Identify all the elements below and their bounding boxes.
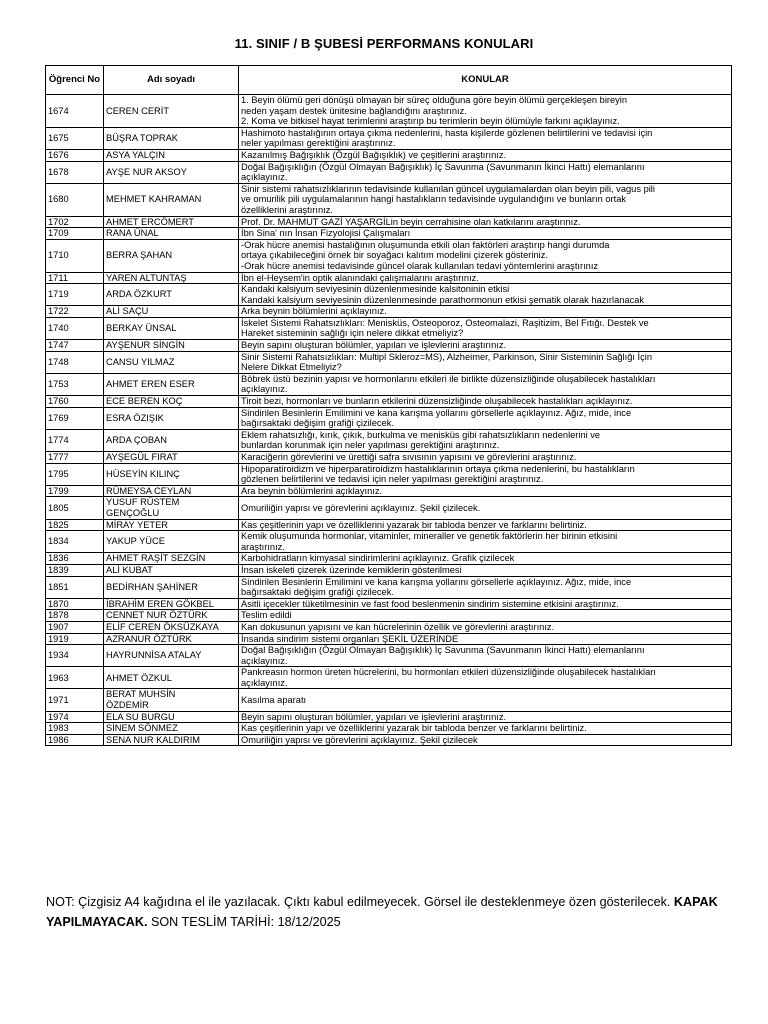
student-name-cell: RÜMEYSA CEYLAN [104,485,239,497]
note-bold-text: KAPAK YAPILMAYACAK. [46,895,718,929]
topic-line: -Orak hücre anemisi tedavisinde güncel olarak kullanılan tedavi yöntemlerini araştırınız [241,260,599,271]
student-name-cell: SİNEM SÖNMEZ [104,723,239,735]
topic-cell [239,284,732,306]
table-row [46,228,732,240]
student-name-cell: AHMET ÖZKUL [104,667,239,689]
topic-line: Sinir sistemi rahatsızlıklarının tedavisinde kullanılan güncel uygulamalardan olan beyin pili, vagus pili [241,183,655,194]
student-no-cell: 1710 [46,239,104,272]
student-no-cell: 1878 [46,610,104,622]
student-name-cell [104,689,239,711]
topic-line: Hareket sisteminin sağlığı için nelere dikkat etmeliyiz? [241,328,464,339]
table-row [46,519,732,531]
table-header-row [46,66,732,95]
topic-line: gözlenen belirtilerini ve tedavisi için neler yapılması gerektiğini araştırınız. [241,474,544,485]
topic-line: açıklayınız. [241,384,288,395]
student-no-cell: 1907 [46,621,104,633]
topic-cell [239,373,732,395]
topic-cell [239,340,732,352]
topic-line: bağırsaktaki değişim grafiği çizilecek. [241,418,394,429]
student-no-cell: 1934 [46,645,104,667]
student-name-cell: HAYRUNNİSA ATALAY [104,645,239,667]
topic-cell [239,239,732,272]
student-name-cell: AYŞEGÜL FIRAT [104,452,239,464]
topic-line: bağırsaktaki değişim grafiği çizilecek. [241,587,394,598]
topic-cell [239,689,732,711]
topic-cell [239,183,732,216]
topic-line: Kandaki kalsiyum seviyesinin düzenlenmesinde kalsitoninin etkisi [241,284,510,295]
topic-line: Kandaki kalsiyum seviyesinin düzenlenmesinde parathormonun etkisi şematik olarak hazırlanacak [241,294,645,305]
topic-line: ve omurilik pili uygulamalarının hangi hastalıkların tedavisinde uygulandığını ve bunların ortak [241,194,627,205]
topic-line: açıklayınız. [241,677,288,688]
topic-line: 2. Koma ve bitkisel hayat terimlerini araştırıp bu terimlerin beyin ölümüyle farkını açıklayınız. [241,116,620,127]
topic-cell [239,396,732,408]
topic-cell [239,576,732,598]
topic-cell [239,711,732,723]
topic-line: açıklayınız. [241,655,288,666]
table-row [46,485,732,497]
topic-line: neden yaşam destek ünitesine bağlandığını araştırınız. [241,105,467,116]
topic-line: özelliklerini araştırınız. [241,204,333,215]
table-row [46,161,732,183]
student-no-cell: 1722 [46,306,104,318]
student-name-cell: ARDA ÇOBAN [104,429,239,451]
topic-line: Kazanılmış Bağışıklık (Özgül Bağışıklık) ve çeşitlerini araştırınız. [241,149,507,160]
table-row [46,317,732,339]
topic-line: Kasılma aparatı [241,694,307,705]
topic-cell [239,734,732,746]
topic-line: Beyin sapını oluşturan bölümler, yapıları ve işlevlerini araştırınız. [241,340,507,351]
student-no-cell: 1711 [46,272,104,284]
topic-cell [239,161,732,183]
table-row [46,576,732,598]
topic-line: Hashimoto hastalığının ortaya çıkma nedenlerini, hasta kişilerde gözlenen belirtilerini ve tedavisi için [241,127,653,138]
topic-cell [239,407,732,429]
student-name-cell: ASYA YALÇIN [104,149,239,161]
topic-line: Kas çeşitlerinin yapı ve özelliklerini yazarak bir tabloda benzer ve farklarını belirtiniz. [241,519,587,530]
table-row [46,272,732,284]
table-row [46,284,732,306]
table-row [46,711,732,723]
student-name-line: GENÇOĞLU [106,507,160,518]
table-row [46,95,732,128]
topic-line: Tiroit bezi, hormonları ve bunların etkilerini düzensizliğinde oluşabilecek hastalıkları açıklayınız. [241,396,633,407]
topic-line: İnsanda sindirim sistemi organları ŞEKİL ÜZERİNDE [241,633,459,644]
topic-cell [239,149,732,161]
table-row [46,645,732,667]
topic-line: İbn Sina' nın İnsan Fizyolojisi Çalışmaları [241,228,411,239]
student-no-cell: 1986 [46,734,104,746]
topic-line: neler yapılması gerektiğini araştırınız. [241,138,396,149]
note-text: NOT: Çizgisiz A4 kağıdına el ile yazılacak. Çıktı kabul edilmeyecek. Görsel ile desteklenmeye özen gösterilecek. [46,895,674,909]
student-name-cell: AYŞENUR SİNGİN [104,340,239,352]
student-name-cell: BEDİRHAN ŞAHİNER [104,576,239,598]
performance-topics-table [45,65,732,746]
student-name-cell: YAREN ALTUNTAŞ [104,272,239,284]
topic-line: Kan dokusunun yapısını ve kan hücrelerinin özellik ve görevlerini araştırınız. [241,621,555,632]
student-name-line: YUSUF RÜSTEM [106,497,180,508]
student-name-cell: BERKAY ÜNSAL [104,317,239,339]
student-no-cell: 1983 [46,723,104,735]
student-name-cell: ELA SU BURGU [104,711,239,723]
student-no-cell: 1709 [46,228,104,240]
student-no-cell: 1719 [46,284,104,306]
topic-cell [239,497,732,519]
header-student-no: Öğrenci No [46,66,104,95]
student-no-cell: 1753 [46,373,104,395]
topic-line: Beyin sapını oluşturan bölümler, yapıları ve işlevlerini araştırınız. [241,711,507,722]
student-name-cell: AHMET EREN ESER [104,373,239,395]
student-no-cell: 1805 [46,497,104,519]
topic-line: Nelere Dikkat Etmeliyiz? [241,362,342,373]
topic-cell [239,667,732,689]
table-row [46,127,732,149]
topic-cell [239,429,732,451]
topic-line: Teslim edildi [241,610,292,621]
topic-line: Sinir Sistemi Rahatsızlıkları: Multipl Skleroz=MS), Alzheimer, Parkinson, Sinir Sisteminin Sağlığı İçin [241,351,653,362]
header-name: Adı soyadı [104,66,239,95]
student-name-line: BERAT MUHSİN [106,689,176,700]
table-row [46,452,732,464]
student-no-cell: 1740 [46,317,104,339]
header-topics: KONULAR [239,66,732,95]
student-name-cell [104,497,239,519]
student-name-cell: ECE BEREN KOÇ [104,396,239,408]
student-no-cell: 1769 [46,407,104,429]
topic-line: Doğal Bağışıklığın (Özgül Olmayan Bağışıklık) İç Savunma (Savunmanın İkinci Hattı) elemanlarını [241,161,645,172]
table-row [46,183,732,216]
student-name-cell: SENA NUR KALDIRIM [104,734,239,746]
topic-cell [239,216,732,228]
table-row [46,621,732,633]
page-title: 11. SINIF / B ŞUBESİ PERFORMANS KONULARI [234,36,534,51]
student-name-cell: ESRA ÖZIŞIK [104,407,239,429]
topic-line: Karaciğerin görevlerini ve ürettiği safra sıvısının yapısını ve görevlerini araştırınız. [241,452,577,462]
student-no-cell: 1747 [46,340,104,352]
student-no-cell: 1839 [46,564,104,576]
table-row [46,553,732,565]
table-row [46,633,732,645]
table-row [46,429,732,451]
topic-line: Böbrek üstü bezinin yapısı ve hormonlarını etkileri ile birlikte düzensizliğinde oluşabilecek hastalıkları [241,373,656,384]
topic-line: İbn el-Heysem'in optik alanındaki çalışmalarını araştırınız. [241,272,479,283]
student-name-cell: MEHMET KAHRAMAN [104,183,239,216]
table-row [46,610,732,622]
student-no-cell: 1702 [46,216,104,228]
student-no-cell: 1795 [46,463,104,485]
table-row [46,734,732,746]
table-row [46,149,732,161]
student-no-cell: 1834 [46,531,104,553]
topic-line: Doğal Bağışıklığın (Özgül Olmayan Bağışıklık) İç Savunma (Savunmanın İkinci Hattı) elemanlarını [241,645,645,656]
topic-line: açıklayınız. [241,172,288,183]
student-no-cell: 1974 [46,711,104,723]
student-name-cell: YAKUP YÜCE [104,531,239,553]
student-no-cell: 1919 [46,633,104,645]
table-row [46,667,732,689]
student-no-cell: 1777 [46,452,104,464]
student-name-cell: AYŞE NUR AKSOY [104,161,239,183]
student-no-cell: 1963 [46,667,104,689]
topic-line: araştırınız. [241,541,285,552]
topic-cell [239,485,732,497]
topic-line: Karbohidratların kimyasal sindirimlerini açıklayınız. Grafik çizilecek [241,553,515,564]
student-no-cell: 1825 [46,519,104,531]
student-name-cell: AZRANUR ÖZTÜRK [104,633,239,645]
table-row [46,531,732,553]
topic-cell [239,519,732,531]
topic-line: ortaya çıkabileceğini örnek bir soyağacı kalıtım modelini çizerek gösteriniz. [241,250,548,261]
student-no-cell: 1674 [46,95,104,128]
topic-line: Eklem rahatsızlığı, kırık, çıkık, burkulma ve menisküs gibi rahatsızlıkların nedenlerini ve [241,429,601,440]
table-row [46,723,732,735]
student-no-cell: 1760 [46,396,104,408]
topic-line: Ara beynin bölümlerini açıklayınız. [241,485,383,496]
table-row [46,497,732,519]
topic-cell [239,272,732,284]
topic-cell [239,317,732,339]
student-name-cell: ALİ SAÇU [104,306,239,318]
topic-cell [239,306,732,318]
topic-line: bunlardan korunmak için neler yapılması gerektiğini araştırınız. [241,440,500,451]
topic-line: Omuriliğin yapısı ve görevlerini açıklayınız. Şekil çizilecek [241,734,478,745]
topic-line: Pankreasın hormon üreten hücrelerini, bu hormonları etkileri düzensizliğinde oluşabilecek hastalıkları [241,667,656,678]
topic-line: İnsan iskeleti çizerek üzerinde kemiklerin gösterilmesi [241,564,462,575]
student-no-cell: 1799 [46,485,104,497]
topic-cell [239,452,732,464]
topic-line: Prof. Dr. MAHMUT GAZİ YAŞARGİLin beyin cerrahisine olan katkılarını araştırınız. [241,216,581,227]
topic-cell [239,723,732,735]
table-row [46,340,732,352]
topic-line: Sindirilen Besinlerin Emilimini ve kana karışma yollarını görsellerle açıklayınız. Ağız, mide, ince [241,576,632,587]
table-row [46,306,732,318]
student-name-cell: BÜŞRA TOPRAK [104,127,239,149]
topic-cell [239,127,732,149]
topic-line: Sindirilen Besinlerin Emilimini ve kana karışma yollarını görsellerle açıklayınız. Ağız, mide, ince [241,407,632,418]
student-name-cell: ELİF CEREN ÖKSÜZKAYA [104,621,239,633]
student-no-cell: 1870 [46,598,104,610]
topic-cell [239,553,732,565]
topic-cell [239,621,732,633]
topic-cell [239,531,732,553]
table-row [46,463,732,485]
student-name-cell: AHMET RAŞİT SEZGİN [104,553,239,565]
table-row [46,396,732,408]
note-deadline: SON TESLİM TARİHİ: 18/12/2025 [147,914,341,929]
topic-line: İskelet Sistemi Rahatsızlıkları: Menisküs, Osteoporoz, Osteomalazi, Raşitizim, Bel Fıtığı. Destek ve [241,317,649,328]
topic-line: Asitli içecekler tüketilmesinin ve fast food beslenmenin sindirim sistemine etkisini araştırınız. [241,598,619,609]
table-row [46,564,732,576]
topic-line: Arka beynin bölümlerini açıklayınız. [241,306,387,317]
student-name-cell: HÜSEYİN KILINÇ [104,463,239,485]
student-name-cell: BERRA ŞAHAN [104,239,239,272]
topic-line: Kas çeşitlerinin yapı ve özelliklerini yazarak bir tabloda benzer ve farklarını belirtiniz. [241,723,587,734]
student-no-cell: 1774 [46,429,104,451]
student-no-cell: 1676 [46,149,104,161]
topic-cell [239,564,732,576]
topic-cell [239,95,732,128]
table-row [46,351,732,373]
student-no-cell: 1675 [46,127,104,149]
table-row [46,373,732,395]
topic-cell [239,463,732,485]
topic-line: -Orak hücre anemisi hastalığının oluşumunda etkili olan faktörleri araştırıp hangi durumda [241,239,610,250]
table-row [46,689,732,711]
student-no-cell: 1680 [46,183,104,216]
topic-cell [239,598,732,610]
student-name-cell: CANSU YILMAZ [104,351,239,373]
student-name-cell: İBRAHİM EREN GÖKBEL [104,598,239,610]
student-no-cell: 1678 [46,161,104,183]
topic-line: 1. Beyin ölümü geri dönüşü olmayan bir süreç olduğuna göre beyin ölümü gerçekleşen bireyin [241,95,628,105]
topic-line: Kemik oluşumunda hormonlar, vitaminler, mineraller ve genetik faktörlerin her birinin etkisini [241,531,618,542]
topic-cell [239,610,732,622]
student-name-cell: CENNET NUR ÖZTÜRK [104,610,239,622]
topic-cell [239,351,732,373]
student-no-cell: 1836 [46,553,104,565]
student-name-cell: MİRAY YETER [104,519,239,531]
table-row [46,216,732,228]
student-name-cell: CEREN CERİT [104,95,239,128]
student-no-cell: 1851 [46,576,104,598]
student-name-cell: AHMET ERCÖMERT [104,216,239,228]
footer-note [46,893,726,932]
topic-line: Omuriliğin yapısı ve görevlerini açıklayınız. Şekil çizilecek. [241,502,481,513]
student-name-line: ÖZDEMİR [106,700,149,711]
student-name-cell: RANA ÜNAL [104,228,239,240]
table-row [46,239,732,272]
topic-cell [239,645,732,667]
table-body [46,95,732,746]
topic-line: Hipoparatiroidizm ve hiperparatiroidizm hastalıklarının ortaya çıkma nedenlerini, bu hastalıkların [241,463,635,474]
student-name-cell: ARDA ÖZKURT [104,284,239,306]
table-row [46,598,732,610]
student-no-cell: 1748 [46,351,104,373]
student-name-cell: ALİ KUBAT [104,564,239,576]
topic-cell [239,633,732,645]
table-row [46,407,732,429]
topic-cell [239,228,732,240]
student-no-cell: 1971 [46,689,104,711]
